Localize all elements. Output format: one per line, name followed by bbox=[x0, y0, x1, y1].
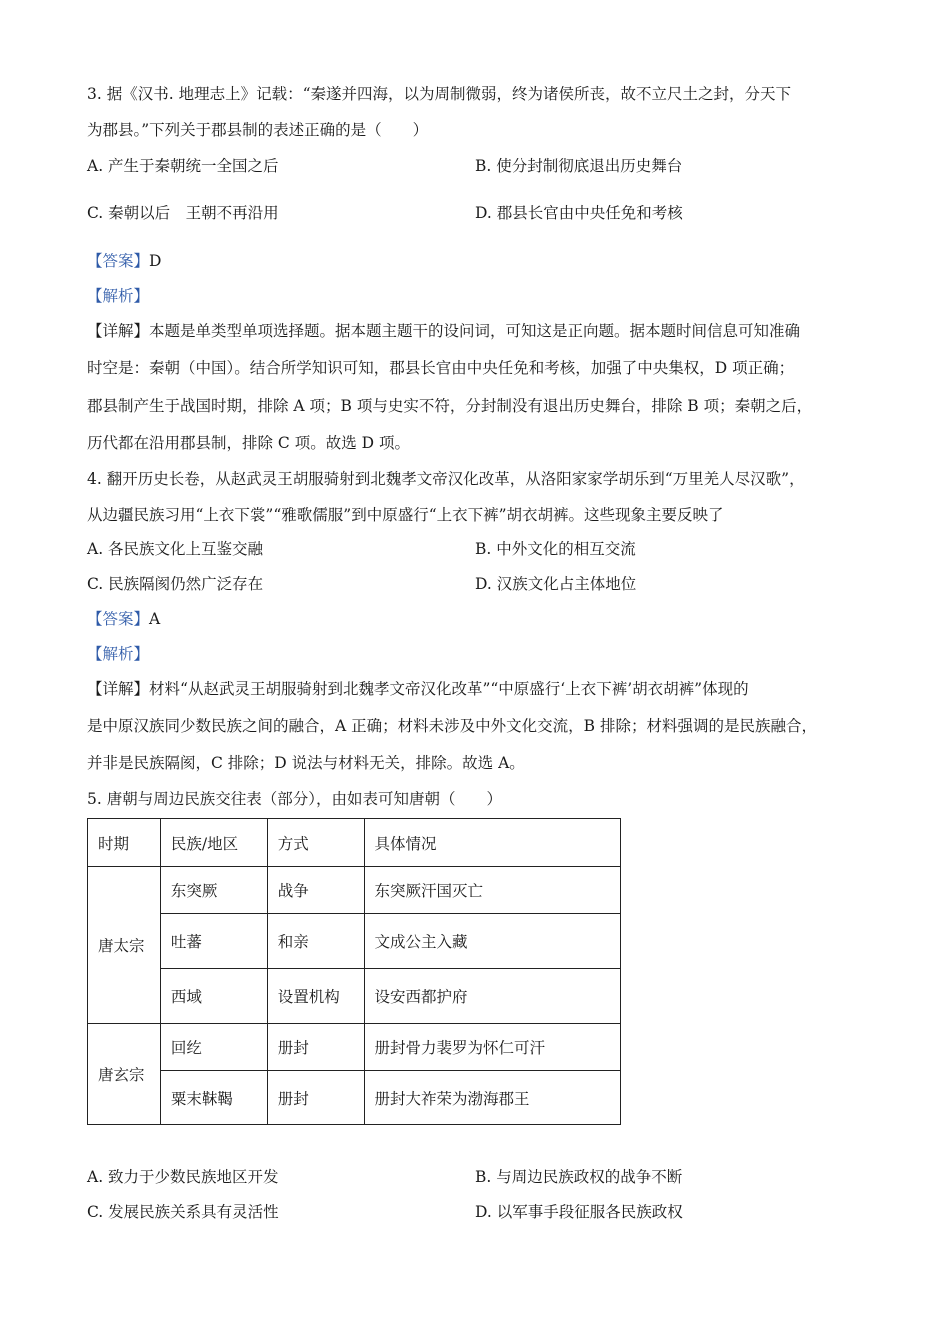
q3-option-b: B. 使分封制彻底退出历史舞台 bbox=[475, 157, 683, 175]
q4-option-c: C. 民族隔阂仍然广泛存在 bbox=[87, 575, 264, 593]
header-details: 具体情况 bbox=[364, 819, 620, 867]
period-cell: 唐玄宗 bbox=[88, 1024, 161, 1125]
header-ethnic-region: 民族/地区 bbox=[160, 819, 267, 867]
table-row bbox=[88, 1071, 621, 1125]
q5-option-c: C. 发展民族关系具有灵活性 bbox=[87, 1203, 279, 1221]
table-cell: 吐蕃 bbox=[160, 914, 267, 969]
table-cell: 册封大祚荣为渤海郡王 bbox=[364, 1071, 620, 1125]
header-method: 方式 bbox=[267, 819, 364, 867]
q4-detail-line-1 bbox=[87, 677, 749, 699]
q5-option-a: A. 致力于少数民族地区开发 bbox=[87, 1168, 279, 1186]
q3-stem-line-2: 为郡县。”下列关于郡县制的表述正确的是（ ） bbox=[87, 121, 429, 139]
q4-option-d: D. 汉族文化占主体地位 bbox=[475, 575, 637, 593]
table-cell: 设置机构 bbox=[267, 969, 364, 1024]
table-cell: 设安西都护府 bbox=[364, 969, 620, 1024]
table-cell: 战争 bbox=[267, 867, 364, 914]
q3-option-c: C. 秦朝以后 王朝不再沿用 bbox=[87, 204, 279, 222]
table-cell: 粟末靺鞨 bbox=[160, 1071, 267, 1125]
q3-detail-line-3: 郡县制产生于战国时期，排除 A 项；B 项与史实不符，分封制没有退出历史舞台，排除 B 项；秦朝之后， bbox=[87, 397, 813, 415]
q3-analysis-tag: 【解析】 bbox=[87, 287, 150, 305]
table-row bbox=[88, 867, 621, 914]
detail-tag: 【详解】 bbox=[87, 680, 150, 698]
table-cell: 东突厥 bbox=[160, 867, 267, 914]
detail-text: 材料“从赵武灵王胡服骑射到北魏孝文帝汉化改革”“中原盛行‘上衣下裤’胡衣胡裤”体现的 bbox=[149, 680, 749, 698]
period-cell: 唐太宗 bbox=[88, 867, 161, 1024]
q4-stem-line-2: 从边疆民族习用“上衣下裳”“雅歌儒服”到中原盛行“上衣下裤”胡衣胡裤。这些现象主要反映了 bbox=[87, 506, 724, 524]
table-header-row bbox=[88, 819, 621, 867]
answer-tag: 【答案】 bbox=[87, 610, 150, 628]
q3-stem-line-1: 3. 据《汉书. 地理志上》记载：“秦遂并四海，以为周制微弱，终为诸侯所丧，故不立尺土之封，分天下 bbox=[87, 85, 791, 103]
q3-detail-line-4: 历代都在沿用郡县制，排除 C 项。故选 D 项。 bbox=[87, 434, 410, 452]
q3-option-d: D. 郡县长官由中央任免和考核 bbox=[475, 204, 683, 222]
q4-detail-line-2: 是中原汉族同少数民族之间的融合，A 正确；材料未涉及中外文化交流，B 排除；材料强调的是民族融合， bbox=[87, 717, 817, 735]
q4-answer bbox=[87, 607, 160, 629]
q3-detail-line-2: 时空是：秦朝（中国）。结合所学知识可知，郡县长官由中央任免和考核，加强了中央集权，D 项正确； bbox=[87, 359, 795, 377]
answer-tag: 【答案】 bbox=[87, 252, 150, 270]
table-row bbox=[88, 1024, 621, 1071]
header-period: 时期 bbox=[88, 819, 161, 867]
answer-value: D bbox=[149, 252, 162, 270]
q3-option-a: A. 产生于秦朝统一全国之后 bbox=[87, 157, 279, 175]
table-row bbox=[88, 969, 621, 1024]
q4-option-a: A. 各民族文化上互鉴交融 bbox=[87, 540, 264, 558]
q3-detail-line-1 bbox=[87, 319, 800, 341]
q4-analysis-tag: 【解析】 bbox=[87, 645, 150, 663]
table-cell: 和亲 bbox=[267, 914, 364, 969]
table-row bbox=[88, 914, 621, 969]
table-cell: 文成公主入藏 bbox=[364, 914, 620, 969]
q3-answer bbox=[87, 249, 161, 271]
detail-text: 本题是单类型单项选择题。据本题主题干的设问词，可知这是正向题。据本题时间信息可知准确 bbox=[149, 322, 801, 340]
q5-option-b: B. 与周边民族政权的战争不断 bbox=[475, 1168, 683, 1186]
table-cell: 西域 bbox=[160, 969, 267, 1024]
table-cell: 册封 bbox=[267, 1071, 364, 1125]
q5-option-d: D. 以军事手段征服各民族政权 bbox=[475, 1203, 683, 1221]
q4-detail-line-3: 并非是民族隔阂，C 排除；D 说法与材料无关，排除。故选 A。 bbox=[87, 754, 525, 772]
q4-stem-line-1: 4. 翻开历史长卷，从赵武灵王胡服骑射到北魏孝文帝汉化改革，从洛阳家家学胡乐到“万里羌人尽汉歌”， bbox=[87, 470, 805, 488]
table-cell: 东突厥汗国灭亡 bbox=[364, 867, 620, 914]
q5-stem: 5. 唐朝与周边民族交往表（部分），由如表可知唐朝（ ） bbox=[87, 790, 502, 808]
q5-table bbox=[87, 818, 621, 1125]
table-cell: 回纥 bbox=[160, 1024, 267, 1071]
detail-tag: 【详解】 bbox=[87, 322, 150, 340]
table-cell: 册封 bbox=[267, 1024, 364, 1071]
q4-option-b: B. 中外文化的相互交流 bbox=[475, 540, 636, 558]
table-cell: 册封骨力裴罗为怀仁可汗 bbox=[364, 1024, 620, 1071]
answer-value: A bbox=[149, 610, 161, 628]
